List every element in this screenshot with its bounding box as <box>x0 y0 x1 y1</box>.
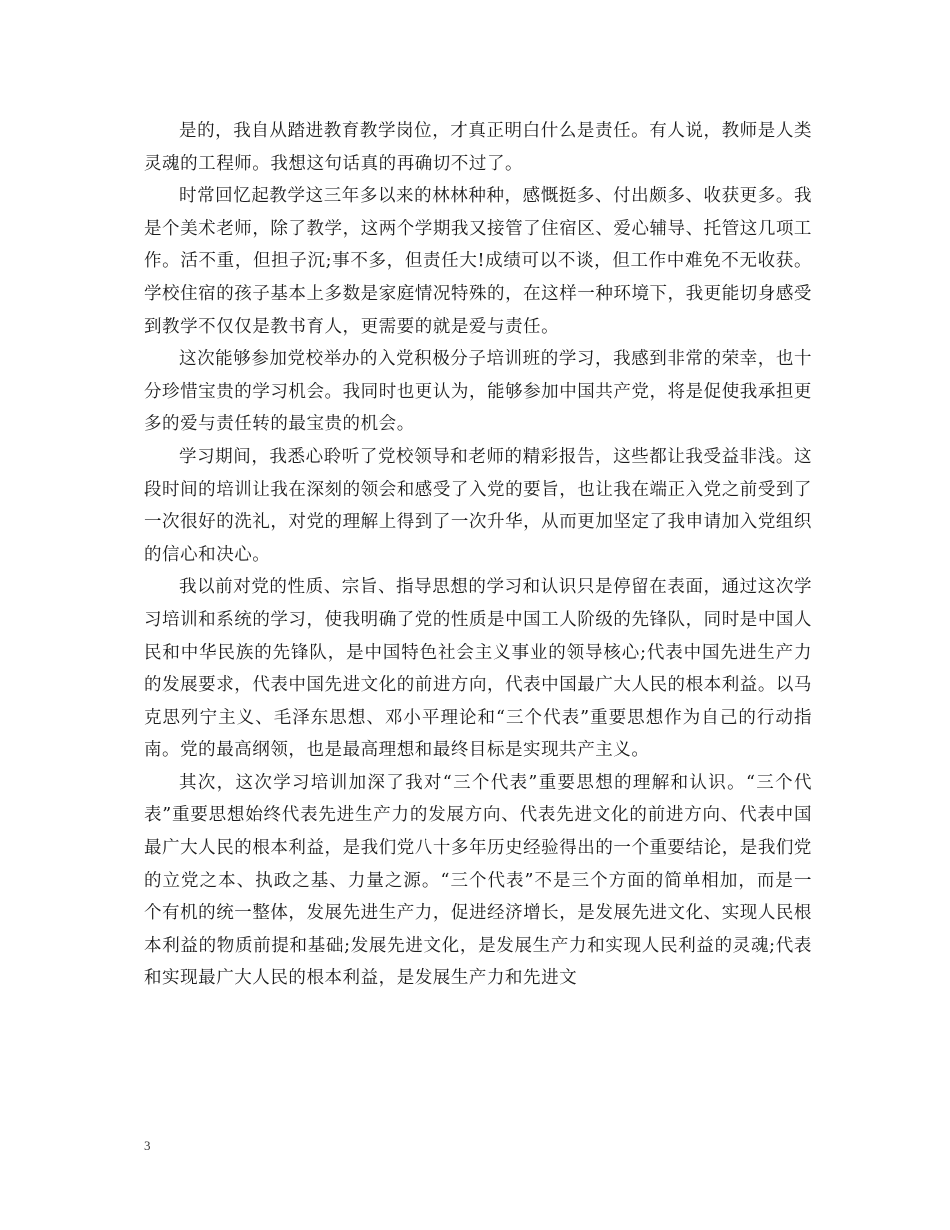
body-text <box>144 115 812 995</box>
paragraph-6: 其次，这次学习培训加深了我对“三个代表”重要思想的理解和认识。“三个代表”重要思想始终代表先进生产力的发展方向、代表先进文化的前进方向、代表中国最广大人民的根本利益，是我们党八十多年历史经验得出的一个重要结论，是我们党的立党之本、执政之基、力量之源。“三个代表”不是三个方面的简单相加，而是一个有机的统一整体，发展先进生产力，促进经济增长，是发展先进文化、实现人民根本利益的物质前提和基础;发展先进文化，是发展生产力和实现人民利益的灵魂;代表和实现最广大人民的根本利益，是发展生产力和先进文 <box>144 772 812 989</box>
paragraph-3: 这次能够参加党校举办的入党积极分子培训班的学习，我感到非常的荣幸，也十分珍惜宝贵的学习机会。我同时也更认为，能够参加中国共产党，将是促使我承担更多的爱与责任转的最宝贵的机会。 <box>144 349 812 435</box>
paragraph-4: 学习期间，我悉心聆听了党校领导和老师的精彩报告，这些都让我受益非浅。这段时间的培训让我在深刻的领会和感受了入党的要旨，也让我在端正入党之前受到了一次很好的洗礼，对党的理解上得到了一次升华，从而更加坚定了我申请加入党组织的信心和决心。 <box>144 446 812 565</box>
page-number: 3 <box>144 1138 151 1153</box>
paragraph-2: 时常回忆起教学这三年多以来的林林种种，感慨挺多、付出颇多、收获更多。我是个美术老师，除了教学，这两个学期我又接管了住宿区、爱心辅导、托管这几项工作。活不重，但担子沉;事不多，但责任大!成绩可以不谈，但工作中难免不无收获。学校住宿的孩子基本上多数是家庭情况特殊的，在这样一种环境下，我更能切身感受到教学不仅仅是教书育人，更需要的就是爱与责任。 <box>144 186 812 337</box>
paragraph-1: 是的，我自从踏进教育教学岗位，才真正明白什么是责任。有人说，教师是人类灵魂的工程师。我想这句话真的再确切不过了。 <box>144 121 812 174</box>
paragraph-5: 我以前对党的性质、宗旨、指导思想的学习和认识只是停留在表面，通过这次学习培训和系统的学习，使我明确了党的性质是中国工人阶级的先锋队，同时是中国人民和中华民族的先锋队，是中国特色社会主义事业的领导核心;代表中国先进生产力的发展要求，代表中国先进文化的前进方向，代表中国最广大人民的根本利益。以马克思列宁主义、毛泽东思想、邓小平理论和“三个代表”重要思想作为自己的行动指南。党的最高纲领，也是最高理想和最终目标是实现共产主义。 <box>144 577 812 761</box>
